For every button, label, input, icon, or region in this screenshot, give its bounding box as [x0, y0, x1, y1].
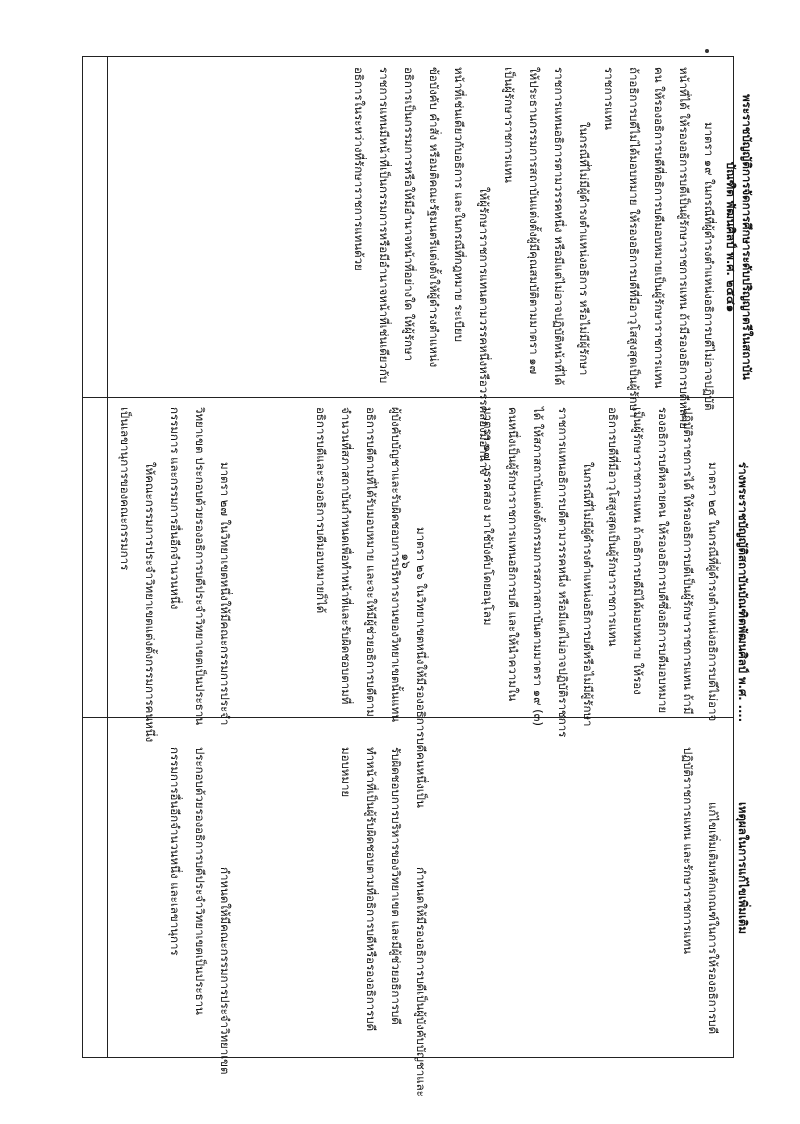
- col2-line: ผู้บังคับบัญชาและรับผิดชอบการบริหารงานของวิทยาเขตนั้นแทน: [389, 407, 403, 723]
- col3-reason-27: [162, 747, 237, 1074]
- col1-line: คน ให้รองอธิการบดีที่อธิการบดีมอบหมายเป็นผู้รักษาราชการแทน: [652, 67, 666, 389]
- col3-line: กำหนดให้มีรองอธิการบดีเป็นผู้บังคับบัญชาและ: [414, 867, 428, 1097]
- header-divider: [107, 57, 108, 1057]
- scan-mark: [705, 49, 709, 53]
- col1-line: หน้าที่ได้ ให้รองอธิการบดีเป็นผู้รักษาราชการแทน ถ้ามีรองอธิการบดีหลาย: [677, 67, 691, 429]
- col1-line: อธิการในระหว่างที่รักษาราชการแทนด้วย: [352, 67, 366, 271]
- col1-line: ข้อบังคับ คำสั่ง หรือมติคณะรัฐมนตรีแต่งตั้งให้ผู้ดำรงตำแหน่ง: [427, 67, 441, 368]
- col3-line: ประกอบด้วยรองอธิการบดีประจำวิทยาเขตเป็นประธาน: [193, 747, 207, 1015]
- col1-line: มาตรา ๑๙ ในกรณีที่ผู้ดำรงตำแหน่งอธิการบดีไม่อาจปฏิบัติ: [702, 122, 716, 411]
- col3-reason-26: [333, 747, 433, 1097]
- col2-line: เป็นผู้รักษาราชการแทน ถ้าอธิการบดีมิได้มอบหมาย ให้รอง: [631, 407, 645, 695]
- col2-line: คนหนึ่งเป็นผู้รักษาราชการแทนอธิการบดี และให้นำความใน: [506, 407, 520, 702]
- col3-line: มอบหมาย: [339, 747, 353, 798]
- col3-line: แก้ไขเพิ่มเติมหลักเกณฑ์ในการให้รองอธิการบดี: [706, 802, 720, 1035]
- col2-line: ราชการแทนอธิการบดีตามวรรคหนึ่ง หรือมีแต่ไม่อาจปฏิบัติราชการ: [556, 407, 570, 738]
- col1-line: ราชการแทนอธิการตามวรรคหนึ่ง หรือมีแต่ไม่อาจปฏิบัติหน้าที่ได้: [552, 67, 566, 386]
- col1-line: ให้ประธานกรรมการสถาบันแต่งตั้งผู้มีคุณสมบัติตามมาตรา ๑๗: [527, 67, 541, 375]
- col1-line: ถ้าอธิการบดีไม่ได้มอบหมาย ให้รองอธิการบดีที่มีอาวุโสสูงสุดเป็นผู้รักษา: [627, 67, 641, 418]
- col2-line: อธิการบดีและรองอธิการบดีมอบหมายก็ได้: [314, 407, 328, 614]
- col2-line: เป็นเลขานุการของคณะกรรมการ: [118, 407, 132, 571]
- col3-line: กำหนดให้มีคณะกรรมการประจำวิทยาเขต: [218, 867, 232, 1075]
- col2-line: อธิการบดีตามที่ได้รับมอบหมาย และจะให้มีผู้ช่วยอธิการบดีตาม: [364, 407, 378, 717]
- col3-line: ปฏิบัติราชการแทน และรักษาราชการแทน: [681, 747, 695, 955]
- col2-line: มาตรา ๒๕ ในกรณีที่ผู้ดำรงตำแหน่งอธิการบดีไม่อาจ: [706, 462, 720, 722]
- col2-line: มาตรา ๑๗ วรรคสอง มาใช้บังคับโดยอนุโลม: [481, 407, 495, 626]
- col1-header: พระราชบัญญัติการจัดการศึกษาระดับปริญญาตรีในสถาบันบัณฑิต พัฒนศิลป์ พ.ศ. ๒๕๔๑: [724, 94, 754, 380]
- col2-line: ในกรณีที่ไม่มีผู้ดำรงตำแหน่งอธิการบดีหรือไม่มีผู้รักษา: [581, 462, 595, 727]
- page-number: ๑๖: [399, 553, 413, 569]
- col1-line: อธิการเป็นกรรมการหรือให้มีอำนาจหน้าที่อย่างใด ให้ผู้รักษา: [402, 67, 416, 362]
- col3-line: ทำหน้าที่เป็นผู้รับผิดชอบตามที่อธิการบดีหรือรองอธิการบดี: [364, 747, 378, 1032]
- col1-line: ให้ผู้รักษาราชการแทนตามวรรคหนึ่งหรือวรรคสองมีอำนาจ: [477, 187, 491, 475]
- col2-line: มาตรา ๒๖ ในวิทยาเขตหนึ่งให้มีรองอธิการบดีคนหนึ่งเป็น: [414, 527, 428, 808]
- col2-line: รองอธิการบดีหลายคน ให้รองอธิการบดีซึ่งอธิการบดีมอบหมาย: [656, 407, 670, 714]
- col2-section-25: [475, 407, 725, 737]
- col3-reason-25: [675, 747, 725, 1034]
- comparison-table: [82, 56, 754, 1097]
- col2-line: ให้คณะกรรมการประจำวิทยาเขตแต่งตั้งกรรมการคนหนึ่ง: [143, 462, 157, 743]
- col3-header: เหตุผลในการแก้ไขเพิ่มเติม: [736, 802, 750, 934]
- col2-section-27: [112, 407, 237, 742]
- col2-line: กรรมการ และกรรมการอื่นอีกจำนวนหนึ่ง: [168, 407, 182, 610]
- col1-line: ราชการแทน: [602, 67, 616, 130]
- col2-line: วิทยาเขต ประกอบด้วยรองอธิการบดีประจำวิทยาเขตเป็นประธาน: [193, 407, 207, 726]
- col2-line: ได้ ให้สภาสถาบันแต่งตั้งกรรมการสภาสถาบันตามมาตรา ๑๙ (๓): [531, 407, 545, 727]
- col1-line: หน้าที่เช่นเดียวกับอธิการ และในกรณีที่กฎหมาย ระเบียบ: [452, 67, 466, 342]
- col2-line: อธิการบดีที่มีอาวุโสสูงสุดเป็นผู้รักษาราชการแทน: [606, 407, 620, 647]
- col1-line: ในกรณีที่ไม่มีผู้ดำรงตำแหน่งอธิการ หรือไม่มีผู้รักษา: [577, 122, 591, 376]
- col2-line: มาตรา ๒๗ ในวิทยาเขตหนึ่งให้มีคณะกรรมการประจำ: [218, 462, 232, 726]
- col3-line: รับผิดชอบการบริหารของวิทยาเขต และมีผู้ช่วยอธิการบดี: [389, 747, 403, 1025]
- col1-line: ราชการแทนมีหน้าที่เป็นกรรมการหรือมีอำนาจหน้าที่เช่นเดียวกับ: [377, 67, 391, 384]
- col2-line: ปฏิบัติราชการได้ ให้รองอธิการบดีเป็นผู้รักษาราชการแทน ถ้ามี: [681, 407, 695, 715]
- col3-line: กรรมการอื่นอีกจำนวนหนึ่ง และเลขานุการ: [168, 747, 182, 956]
- col1-line: เป็นผู้รักษาราชการแทน: [502, 67, 516, 183]
- col1-body: [346, 67, 721, 475]
- col2-header: ร่างพระราชบัญญัติสถาบันบัณฑิตพัฒนศิลป์ พ.ศ. ....: [736, 462, 750, 723]
- col2-line: จำนวนที่สภาสถาบันกำหนดเพื่อทำหน้าที่และรับผิดชอบตามที่: [339, 407, 353, 705]
